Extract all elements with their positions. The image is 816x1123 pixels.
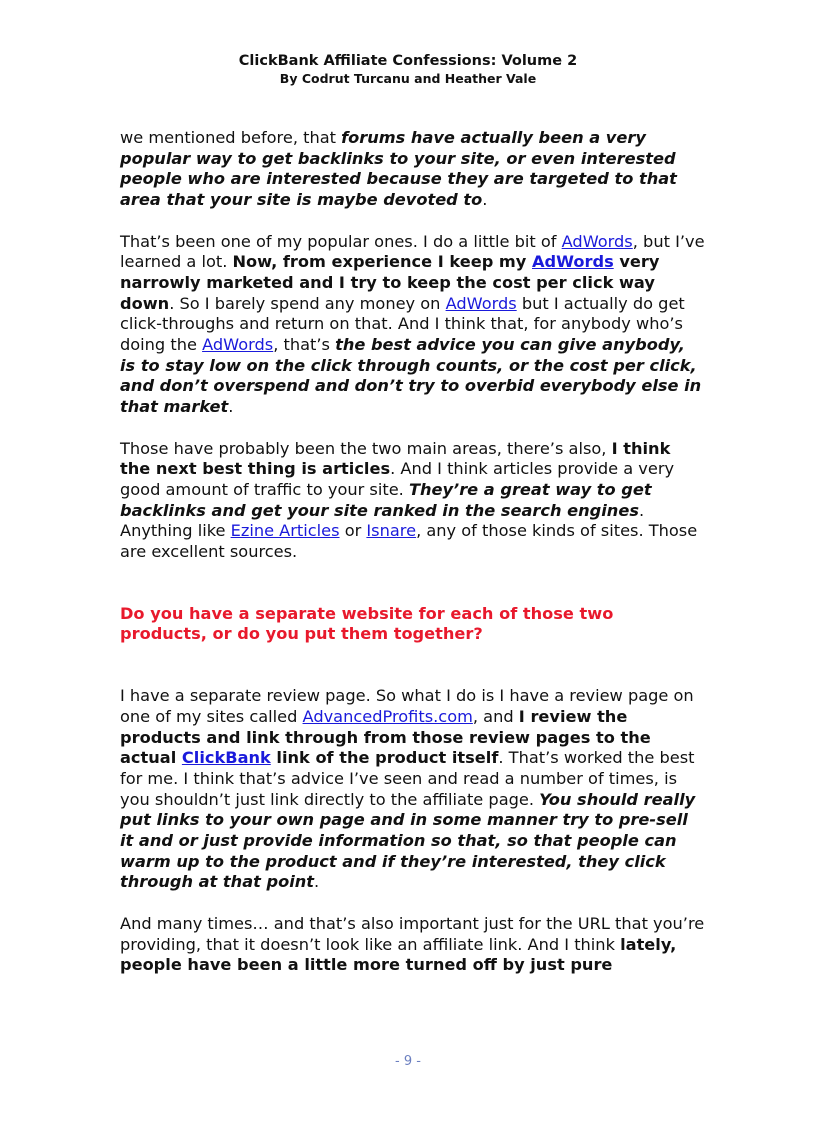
text-run: but I actually do get click-throughs and return on that. And I think that, for anybody who’s doing the	[120, 293, 685, 355]
text-run: And many times… and that’s also important just for the URL that you’re providing, that it doesn’t look like an affiliate link. And I think	[120, 913, 705, 954]
bold-text: I think the next best thing is articles	[120, 438, 671, 479]
adwords-link[interactable]: AdWords	[531, 252, 614, 272]
clickbank-link[interactable]: ClickBank	[181, 748, 271, 768]
text-run: . Anything like	[120, 500, 645, 541]
document-title: ClickBank Affiliate Confessions: Volume 2	[238, 53, 578, 69]
interview-question: Do you have a separate website for each of those two products, or do you put them together?	[120, 603, 614, 644]
emphasis-text: They’re a great way to get backlinks and get your site ranked in the search engines	[120, 479, 652, 520]
text-run: .	[482, 190, 488, 210]
text-run: or	[339, 521, 367, 541]
emphasis-text: the best advice you can give anybody, is to stay low on the click through counts, or the cost per click, and don’t overspend and don’t try to overbid everybody else in that market	[120, 335, 702, 417]
text-run: I have a separate review page. So what I do is I have a review page on one of my sites called	[120, 686, 694, 726]
adwords-link[interactable]: AdWords	[561, 231, 633, 251]
text-run: .	[228, 397, 234, 417]
advancedprofits-link[interactable]: AdvancedProfits.com	[302, 706, 473, 726]
bold-text: lately, people have been a little more turned off by just pure	[120, 934, 677, 975]
isnare-link[interactable]: Isnare	[366, 521, 417, 541]
bold-text-run: link of the product itself	[270, 748, 499, 768]
text-run: That’s been one of my popular ones. I do a little bit of	[120, 231, 562, 251]
page-header	[0, 52, 816, 88]
paragraph-forums	[120, 128, 705, 211]
text-run: , but I’ve learned a lot.	[120, 231, 705, 272]
text-run: we mentioned before, that	[120, 128, 342, 147]
bold-text-run: very narrowly marketed and I try to keep the cost per click way down	[120, 252, 660, 313]
page-number: - 9 -	[395, 1054, 421, 1069]
document-authors: By Codrut Turcanu and Heather Vale	[279, 71, 537, 86]
text-run: . So I barely spend any money on	[169, 293, 446, 313]
text-run: Those have probably been the two main areas, there’s also,	[120, 438, 612, 458]
text-run: . That’s worked the best for me. I think that’s advice I’ve seen and read a number of times, is you shouldn’t just link directly to the affiliate page.	[120, 748, 695, 809]
paragraph-review-page	[120, 686, 705, 893]
paragraph-adwords	[120, 232, 705, 418]
text-run: , that’s	[273, 335, 336, 355]
paragraph-affiliate-url	[120, 914, 705, 976]
emphasis-text: forums have actually been a very popular way to get backlinks to your site, or even interested people who are interested because they are targeted to that area that your site is maybe devoted to	[120, 128, 677, 210]
paragraph-articles	[120, 439, 705, 563]
bold-text-run: Now, from experience I keep my	[232, 252, 532, 272]
text-run: . And I think articles provide a very good amount of traffic to your site.	[120, 459, 675, 499]
adwords-link[interactable]: AdWords	[202, 335, 274, 355]
text-run: , and	[472, 706, 519, 726]
page-body	[120, 128, 705, 997]
ezine-articles-link[interactable]: Ezine Articles	[230, 521, 340, 541]
adwords-link[interactable]: AdWords	[445, 293, 517, 313]
text-run: , any of those kinds of sites. Those are excellent sources.	[120, 521, 698, 562]
emphasis-text: You should really put links to your own page and in some manner try to pre-sell it and or just provide information so that, so that people can warm up to the product and if they’re interested, they click through at that point	[120, 789, 696, 892]
text-run: .	[314, 872, 320, 892]
bold-text-run: I review the products and link through from those review pages to the actual	[120, 706, 651, 768]
